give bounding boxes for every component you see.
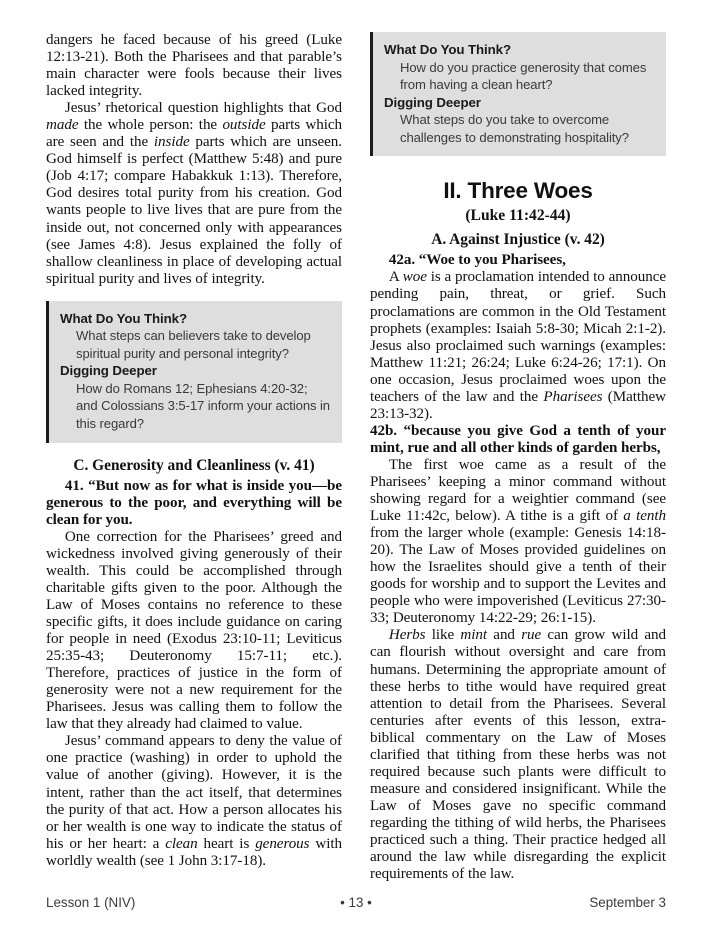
emphasis-rue: rue [521,627,542,644]
qbox-heading-what-do-you-think: What Do You Think? [60,310,187,326]
text-run: like [425,627,461,644]
scripture-reference: (Luke 11:42-44) [465,207,571,225]
two-column-layout [46,32,666,883]
emphasis-a-tenth: a tenth [623,508,666,525]
qbox-heading-what-do-you-think: What Do You Think? [384,42,511,57]
text-run: parts which are unseen. God himself is perfect (Matthew 5:48) and pure (Job 4:17; compare Habakkuk 1:13). Therefore, God desires total purity from his creation. God wants people to live lives that are pure from the inside out, not concerned only with appearances (see James 4:8). Jesus explained the folly of shallow cleanliness in place of developing actual spiritual purity and lives of integrity. [46,134,342,287]
qbox-heading-digging-deeper: Digging Deeper [60,363,157,379]
right-column [370,32,666,883]
text-run: A [388,269,403,286]
text-run: from the larger whole (example: Genesis 14:18-20). The Law of Moses provided guidelines on how the Israelites should give a tenth of their goods for worship and to support the Levites and people who were impoverished (Leviticus 27:30-33; Deuteronomy 14:22-29; 26:1-15). [370,525,666,627]
emphasis-herbs: Herbs [388,627,426,644]
text-run: can grow wild and can flourish without oversight and care from humans. Determining the appropriate amount of these herbs to tithe would have required great attention to detail from the Pharisees. Several centuries after events of this lesson, extra-biblical commentary on the Law of Moses clarified that tithing from these herbs was not required because such plants were difficult to measure and considered insignificant. While the Law of Moses gave no specific command regarding the tithing of wild herbs, the Pharisees practiced such a thing. Their practice hedged all around the law while disregarding the explicit requirements of the law. [370,627,666,883]
scripture-verse-42b: 42b. “because you give God a tenth of your mint, rue and all other kinds of garden herbs, [370,422,666,456]
text-run: Jesus’ command appears to deny the value of one practice (washing) in order to uphold the value of another (giving). However, it is the intent, rather than the act itself, that determines the purity of that act. How a person allocates his or her wealth is one way to indicate the status of his or her heart: a [46,733,342,852]
emphasis-inside: inside [153,134,190,151]
text-run: with worldly wealth (see 1 John 3:17-18). [46,835,342,869]
qbox-heading-digging-deeper: Digging Deeper [384,94,481,110]
what-do-you-think-box-right [370,32,666,156]
page-footer [46,892,666,912]
qbox-question-text: What steps can believers take to develop spiritual purity and personal integrity? [76,328,311,361]
emphasis-generous: generous [255,835,310,852]
paragraph [370,457,666,627]
section-heading-two-three-woes: II. Three Woes [443,178,593,204]
scripture-verse-41: 41. “But now as for what is inside you—be generous to the poor, and everything will be clean for you. [46,477,342,528]
text-run: heart is [197,835,256,852]
text-run: and [487,627,522,644]
footer-lesson-label: Lesson 1 (NIV) [46,894,136,910]
paragraph: dangers he faced because of his greed (Luke 12:13-21). Both the Pharisees and that parable’s main character were fools because their lives lacked integrity. [46,32,342,100]
scripture-verse-42a: 42a. “Woe to you Pharisees, [388,252,566,269]
paragraph: One correction for the Pharisees’ greed and wickedness involved giving generously of their wealth. This could be accomplished through charitable gifts given to the poor. Although the Law of Moses contains no reference to these specific gifts, it does include guidance on caring for people in need (Exodus 23:10-11; Leviticus 25:35-43; Deuteronomy 15:7-11; etc.). Therefore, practices of justice in the form of generosity were not a new requirement for the Pharisees. Jesus was calling them to follow the law that they already had claimed to value. [46,528,342,733]
text-run: parts which are seen and the [46,117,342,151]
text-run: the whole person: the [78,117,223,134]
qbox-question-text: How do you practice generosity that comes from having a clean heart? [400,59,647,93]
left-column [46,32,342,870]
paragraph [370,627,666,883]
section-heading-c: C. Generosity and Cleanliness (v. 41) [73,456,315,474]
text-run: Jesus’ rhetorical question highlights that God [64,100,342,117]
what-do-you-think-box-left [46,301,342,443]
emphasis-woe: woe [402,269,427,286]
text-run: (Matthew 23:13-32). [370,388,666,422]
emphasis-made: made [46,117,79,134]
qbox-question-text: What steps do you take to overcome challenges to demonstrating hospitality? [400,112,629,145]
section-heading-a: A. Against Injustice (v. 42) [431,231,605,249]
emphasis-mint: mint [460,627,488,644]
paragraph [370,269,666,422]
paragraph [46,733,342,869]
footer-page-number: • 13 • [340,894,372,910]
text-run: The first woe came as a result of the Pharisees’ keeping a minor command without showing regard for a weightier command (see Luke 11:42c, below). A tithe is a gift of [370,456,666,525]
emphasis-outside: outside [222,117,266,134]
emphasis-pharisees: Pharisees [543,388,603,405]
emphasis-clean: clean [165,835,198,852]
text-run: is a proclamation intended to announce pending pain, threat, or grief. Such proclamations are common in the Old Testament prophets (examples: Isaiah 5:8-30; Micah 2:1-2). Jesus also proclaimed such warnings (examples: Matthew 11:21; 26:24; Luke 6:24-26; 17:1). On one occasion, Jesus proclaimed woes upon the teachers of the law and the [370,269,666,405]
qbox-question-text: How do Romans 12; Ephesians 4:20-32; and Colossians 3:5-17 inform your actions in this regard? [76,380,330,432]
paragraph [46,100,342,288]
footer-date-label: September 3 [589,894,666,910]
